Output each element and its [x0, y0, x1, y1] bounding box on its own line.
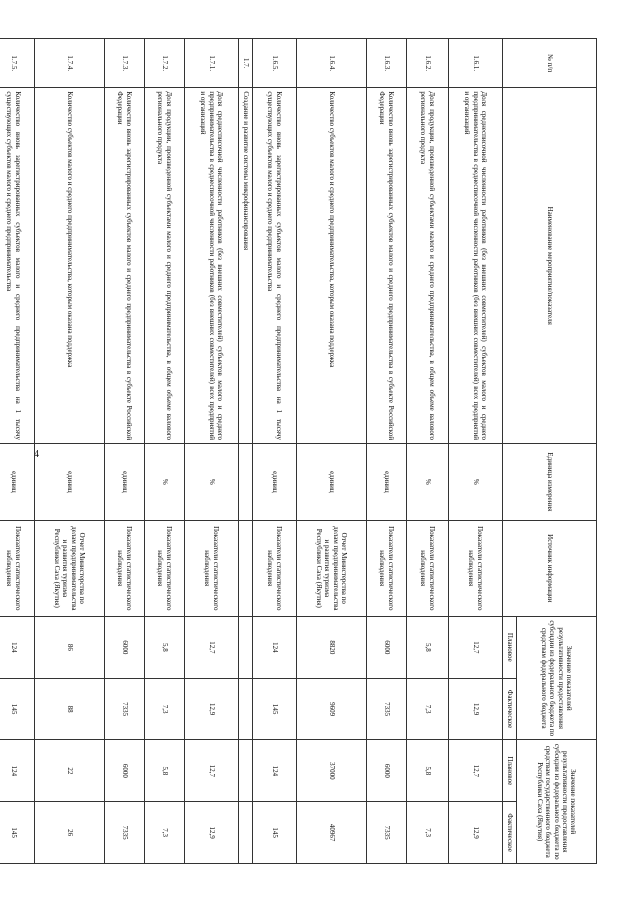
- unit-cell: %: [449, 444, 503, 521]
- source-cell: [239, 520, 253, 616]
- source-cell: Показатели статистического наблюдения: [367, 520, 407, 616]
- regional-actual-value: 7335: [105, 802, 145, 864]
- regional-planned-value: 124: [0, 740, 35, 802]
- table-row: [185, 39, 239, 864]
- unit-cell: единиц: [253, 444, 297, 521]
- source-cell: Отчет Министерства по делам предпринимательства и развития туризма Республики Саха (Якутия): [297, 520, 367, 616]
- row-number: 1.6.2.: [407, 39, 449, 88]
- federal-planned-value: 6000: [367, 616, 407, 678]
- row-number: 1.7.1.: [185, 39, 239, 88]
- header-unit: Единица измерения: [503, 444, 597, 521]
- federal-planned-value: 12,7: [185, 616, 239, 678]
- unit-cell: %: [407, 444, 449, 521]
- regional-planned-value: 12,7: [449, 740, 503, 802]
- indicators-table: [0, 38, 597, 864]
- indicator-name: Количество вновь зарегистрированных субъектов малого и среднего предпринимательства в субъекте Российской Федерации: [367, 88, 407, 444]
- header-federal-actual: Фактическое: [503, 678, 517, 740]
- unit-cell: %: [145, 444, 185, 521]
- table-body: [0, 39, 503, 864]
- row-number: 1.6.1.: [449, 39, 503, 88]
- federal-actual-value: 7,3: [145, 678, 185, 740]
- regional-actual-value: 12,9: [449, 802, 503, 864]
- regional-actual-value: 145: [0, 802, 35, 864]
- regional-planned-value: 22: [35, 740, 105, 802]
- table-row: [145, 39, 185, 864]
- regional-planned-value: 37000: [297, 740, 367, 802]
- regional-actual-value: 12,9: [185, 802, 239, 864]
- regional-actual-value: 26: [35, 802, 105, 864]
- federal-planned-value: 86: [35, 616, 105, 678]
- federal-actual-value: 7,3: [407, 678, 449, 740]
- row-number: 1.6.3.: [367, 39, 407, 88]
- row-number: 1.7.5.: [0, 39, 35, 88]
- indicator-name: Доля продукции, произведенной субъектами малого и среднего предпринимательства, в общем объеме валового регионального продукта: [145, 88, 185, 444]
- regional-actual-value: 7,3: [145, 802, 185, 864]
- federal-actual-value: 12,9: [449, 678, 503, 740]
- source-cell: Показатели статистического наблюдения: [105, 520, 145, 616]
- federal-actual-value: 12,9: [185, 678, 239, 740]
- federal-planned-value: 124: [253, 616, 297, 678]
- header-regional-actual: Фактическое: [503, 802, 517, 864]
- header-num: № п/п: [503, 39, 597, 88]
- section-row: [239, 39, 253, 864]
- federal-planned-value: 6000: [105, 616, 145, 678]
- regional-planned-value: 5,8: [145, 740, 185, 802]
- row-number: 1.6.5.: [253, 39, 297, 88]
- federal-planned-value: 12,7: [449, 616, 503, 678]
- source-cell: Показатели статистического наблюдения: [145, 520, 185, 616]
- federal-planned-value: 5,8: [145, 616, 185, 678]
- source-cell: Отчет Министерства по делам предпринимательства и развития туризма Республики Саха (Якутия): [35, 520, 105, 616]
- federal-actual-value: 7335: [105, 678, 145, 740]
- regional-planned-value: 12,7: [185, 740, 239, 802]
- indicator-name: Количество субъектов малого и среднего предпринимательства, которым оказана поддержка: [297, 88, 367, 444]
- indicator-name: Доля среднесписочной численности работников (без внешних совместителей) субъектов малого и среднего предпринимательства в среднесписочной численности работников (без внешних совместителей) всех предприятий и организаций: [185, 88, 239, 444]
- table-row: [35, 39, 105, 864]
- federal-actual-value: 88: [35, 678, 105, 740]
- source-cell: Показатели статистического наблюдения: [253, 520, 297, 616]
- table-row: [449, 39, 503, 864]
- header-federal-group: Значение показателей результативности предоставления субсидии из федерального бюджета по средствам федерального бюджета: [517, 616, 597, 740]
- header-source: Источник информации: [503, 520, 597, 616]
- unit-cell: единиц: [297, 444, 367, 521]
- header-regional-planned: Плановое: [503, 740, 517, 802]
- source-cell: Показатели статистического наблюдения: [449, 520, 503, 616]
- indicator-name: Создание и развитие системы микрофинансирования: [239, 88, 253, 444]
- source-cell: Показатели статистического наблюдения: [185, 520, 239, 616]
- unit-cell: единиц: [105, 444, 145, 521]
- federal-actual-value: [239, 678, 253, 740]
- page-number: 4: [34, 449, 39, 460]
- header-regional-group: Значение показателей результативности предоставления субсидии из федерального бюджета по средствам государственного бюджета Республики Саха (Якутия): [517, 740, 597, 864]
- federal-actual-value: 145: [253, 678, 297, 740]
- indicator-name: Доля продукции, произведенной субъектами малого и среднего предпринимательства, в общем объеме валового регионального продукта: [407, 88, 449, 444]
- source-cell: Показатели статистического наблюдения: [407, 520, 449, 616]
- regional-planned-value: 5,8: [407, 740, 449, 802]
- unit-cell: единиц: [0, 444, 35, 521]
- unit-cell: единиц: [367, 444, 407, 521]
- row-number: 1.7.2.: [145, 39, 185, 88]
- indicator-name: Количество субъектов малого и среднего предпринимательства, которым оказана поддержка: [35, 88, 105, 444]
- unit-cell: [239, 444, 253, 521]
- regional-planned-value: 124: [253, 740, 297, 802]
- regional-actual-value: 40967: [297, 802, 367, 864]
- regional-actual-value: 145: [253, 802, 297, 864]
- federal-planned-value: [239, 616, 253, 678]
- federal-planned-value: 5,8: [407, 616, 449, 678]
- unit-cell: %: [185, 444, 239, 521]
- federal-actual-value: 7335: [367, 678, 407, 740]
- header-federal-planned: Плановое: [503, 616, 517, 678]
- regional-planned-value: 6000: [105, 740, 145, 802]
- regional-planned-value: 6000: [367, 740, 407, 802]
- table-row: [253, 39, 297, 864]
- indicator-name: Количество вновь зарегистрированных субъектов малого и среднего предпринимательства в субъекте Российской Федерации: [105, 88, 145, 444]
- regional-actual-value: [239, 802, 253, 864]
- regional-actual-value: 7,3: [407, 802, 449, 864]
- header-name: Наименование мероприятия/показателя: [503, 88, 597, 444]
- regional-planned-value: [239, 740, 253, 802]
- table-row: [297, 39, 367, 864]
- rotated-table-container: [5, 38, 597, 864]
- table-row: [367, 39, 407, 864]
- federal-planned-value: 8820: [297, 616, 367, 678]
- indicator-name: Количество вновь зарегистрированных субъектов малого и среднего предпринимательства на 1 тысячу существующих субъектов малого и среднего предпринимательства: [253, 88, 297, 444]
- row-number: 1.7.: [239, 39, 253, 88]
- row-number: 1.7.3.: [105, 39, 145, 88]
- federal-planned-value: 124: [0, 616, 35, 678]
- table-row: [105, 39, 145, 864]
- unit-cell: единиц: [35, 444, 105, 521]
- table-row: [0, 39, 35, 864]
- federal-actual-value: 145: [0, 678, 35, 740]
- source-cell: Показатели статистического наблюдения: [0, 520, 35, 616]
- federal-actual-value: 9609: [297, 678, 367, 740]
- row-number: 1.6.4.: [297, 39, 367, 88]
- indicator-name: Доля среднесписочной численности работников (без внешних совместителей) субъектов малого и среднего предпринимательства в среднесписочной численности работников (без внешних совместителей) всех предприятий и организаций: [449, 88, 503, 444]
- table-row: [407, 39, 449, 864]
- indicator-name: Количество вновь зарегистрированных субъектов малого и среднего предпринимательства на 1 тысячу существующих субъектов малого и среднего предпринимательства: [0, 88, 35, 444]
- row-number: 1.7.4.: [35, 39, 105, 88]
- regional-actual-value: 7335: [367, 802, 407, 864]
